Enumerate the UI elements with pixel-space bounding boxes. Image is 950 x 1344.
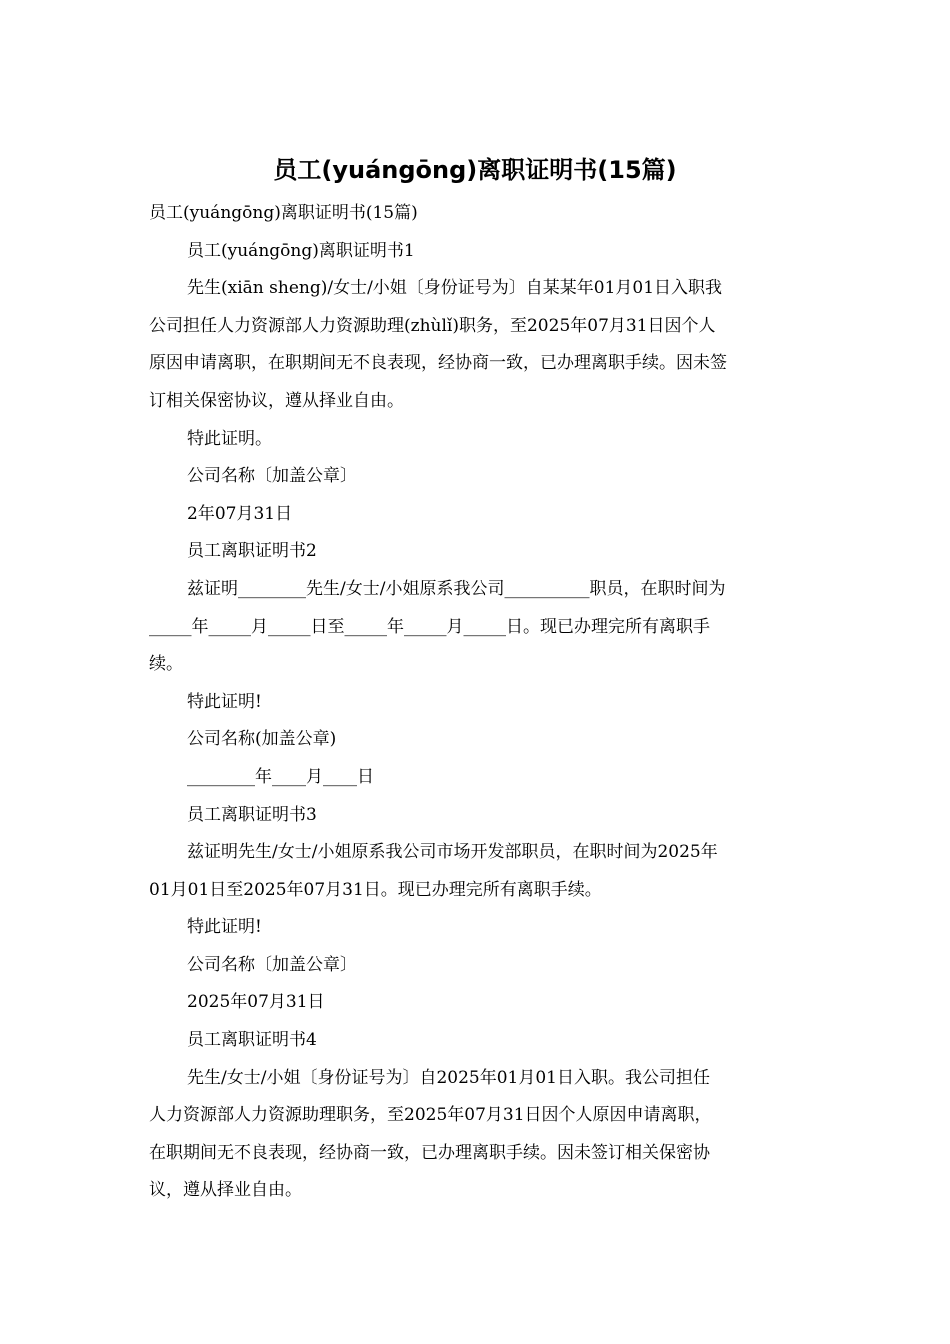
paragraph-line: 先生(xiān sheng)/女士/小姐〔身份证号为〕自某某年01月01日入职我: [187, 278, 723, 299]
section-heading: 员工离职证明书4: [187, 1030, 317, 1051]
document-body: [149, 195, 804, 1210]
signature-date: 2025年07月31日: [187, 992, 325, 1013]
document-title: 员工(yuángōng)离职证明书(15篇): [273, 156, 677, 184]
company-signature: 公司名称〔加盖公章〕: [187, 466, 357, 487]
signature-date: ________年____月____日: [187, 766, 374, 787]
company-signature: 公司名称〔加盖公章〕: [187, 954, 357, 975]
closing-statement: 特此证明。: [187, 428, 272, 449]
paragraph-line: 兹证明先生/女士/小姐原系我公司市场开发部职员，在职时间为2025年: [187, 842, 718, 863]
closing-statement: 特此证明!: [187, 691, 262, 712]
section-heading: 员工离职证明书3: [187, 804, 317, 825]
paragraph-line: 人力资源部人力资源助理职务，至2025年07月31日因个人原因申请离职，: [149, 1105, 712, 1126]
signature-date: 2年07月31日: [187, 503, 293, 524]
paragraph-line: 议，遵从择业自由。: [149, 1180, 302, 1201]
paragraph-line: 原因申请离职，在职期间无不良表现，经协商一致，已办理离职手续。因未签: [149, 353, 727, 374]
paragraph-line: 在职期间无不良表现，经协商一致，已办理离职手续。因未签订相关保密协: [149, 1142, 710, 1163]
section-heading: 员工(yuángōng)离职证明书1: [187, 240, 415, 261]
paragraph-line: 公司担任人力资源部人力资源助理(zhùlǐ)职务，至2025年07月31日因个人: [149, 315, 716, 336]
paragraph-line: 01月01日至2025年07月31日。现已办理完所有离职手续。: [149, 879, 602, 900]
closing-statement: 特此证明!: [187, 917, 262, 938]
company-signature: 公司名称(加盖公章): [187, 729, 337, 750]
paragraph-line: 兹证明________先生/女士/小姐原系我公司__________职员，在职时间为: [187, 578, 726, 599]
document-subtitle: 员工(yuángōng)离职证明书(15篇): [149, 203, 418, 223]
paragraph-line: 订相关保密协议，遵从择业自由。: [149, 390, 404, 411]
paragraph-line: _____年_____月_____日至_____年_____月_____日。现已办理完所有离职手: [149, 616, 710, 637]
paragraph-line: 续。: [149, 654, 183, 675]
section-heading: 员工离职证明书2: [187, 541, 317, 562]
paragraph-line: 先生/女士/小姐〔身份证号为〕自2025年01月01日入职。我公司担任: [187, 1067, 710, 1088]
